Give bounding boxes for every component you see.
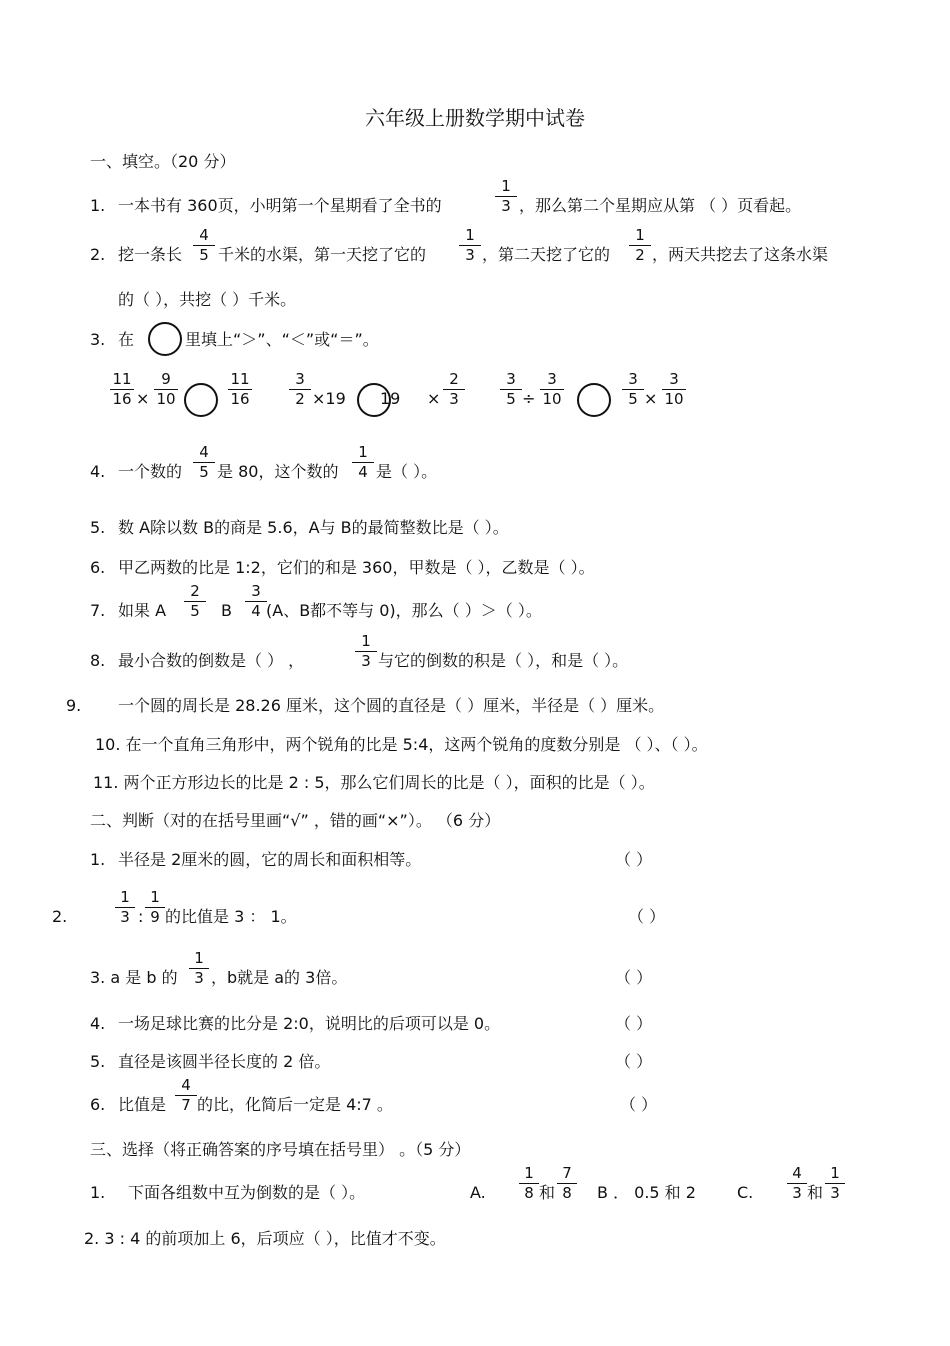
fraction: $\frac{1}{3}$ (825, 1164, 845, 1203)
choice-1: 1. 下面各组数中互为倒数的是（ ）。 A. $\frac{1}{8}$ 和 $\frac{7}{8}$ B ． 0.5 和 2 C. $\frac{4}{3}$ 和 $\frac{1}{3}$ (0, 1181, 950, 1205)
judge-1: 1. 半径是 2厘米的圆，它的周长和面积相等。 （ ） (0, 848, 950, 872)
judge-4: 4. 一场足球比赛的比分是 2:0，说明比的后项可以是 0。 （ ） (0, 1012, 950, 1036)
fraction: $\frac{1}{2}$ (629, 226, 651, 265)
judge-3: 3. a 是 b 的 $\frac{1}{3}$ ，b就是 a的 3倍。 （ ） (0, 966, 950, 990)
fraction: $\frac{1}{8}$ (519, 1164, 539, 1203)
option-b[interactable]: B ． 0.5 和 2 (597, 1183, 696, 1202)
compare-circle[interactable] (577, 383, 611, 417)
question-1-5: 5. 数 A除以数 B的商是 5.6，A与 B的最简整数比是（ ）。 (90, 518, 509, 537)
fraction: $\frac{1}{3}$ (495, 177, 517, 216)
option-c[interactable]: C. (737, 1183, 754, 1202)
fraction: $\frac{4}{7}$ (175, 1076, 197, 1115)
fraction: $\frac{1}{3}$ (189, 949, 209, 988)
answer-paren[interactable]: （ ） (615, 968, 653, 987)
question-1-1: 1. 一本书有 360页，小明第一个星期看了全书的 $\frac{1}{3}$ ，那么第二个星期应从第 （ ）页看起。 (90, 177, 802, 215)
judge-6: 6. 比值是 $\frac{4}{7}$ 的比，化简后一定是 4:7 。 （ ） (0, 1093, 950, 1117)
fraction: $\frac{4}{5}$ (193, 226, 215, 265)
question-1-2: 2. 挖一条长 $\frac{4}{5}$ 千米的水渠，第一天挖了它的 $\frac{1}{3}$ ，第二天挖了它的 $\frac{1}{2}$ ，两天共挖去了这条水渠 (90, 226, 829, 264)
answer-paren[interactable]: （ ） (615, 850, 653, 869)
fraction: $\frac{3}{10}$ (540, 370, 564, 409)
fraction: $\frac{3}{10}$ (662, 370, 686, 409)
fraction: $\frac{1}{3}$ (115, 888, 135, 927)
compare-circle[interactable] (184, 383, 218, 417)
fraction: $\frac{3}{4}$ (245, 582, 267, 621)
fraction: $\frac{11}{16}$ (110, 370, 134, 409)
question-1-4: 4. 一个数的 $\frac{4}{5}$ 是 80，这个数的 $\frac{1}{4}$ 是（ ）。 (90, 443, 438, 481)
answer-paren[interactable]: （ ） (620, 1095, 658, 1114)
fraction: $\frac{1}{3}$ (459, 226, 481, 265)
question-1-3-expressions: $\frac{11}{16}$ × $\frac{9}{10}$ $\frac{11}{16}$ $\frac{3}{2}$ ×19 19 × $\frac{2}{3}$ $\frac{3}{5}$ ÷ $\frac{3}{10}$ $\frac{3}{5}$ × $\frac{3}{10}$ (0, 387, 950, 411)
judge-5: 5. 直径是该圆半径长度的 2 倍。 （ ） (0, 1050, 950, 1074)
circle-icon (148, 322, 182, 356)
question-1-3: 3. 在 里填上“＞”、“＜”或“＝”。 (0, 328, 950, 352)
fraction: $\frac{11}{16}$ (228, 370, 252, 409)
fraction: $\frac{1}{4}$ (352, 443, 374, 482)
question-1-9: 9. 一个圆的周长是 28.26 厘米，这个圆的直径是（ ）厘米，半径是（ ）厘米。 (66, 696, 665, 715)
fraction: $\frac{3}{5}$ (622, 370, 644, 409)
question-1-7: 7. 如果 A $\frac{2}{5}$ B $\frac{3}{4}$ (A、B都不等与 0)，那么（ ）＞（ ）。 (90, 582, 542, 620)
fraction: $\frac{3}{2}$ (289, 370, 311, 409)
fraction: $\frac{9}{10}$ (154, 370, 178, 409)
fraction: $\frac{4}{3}$ (787, 1164, 807, 1203)
exam-page: 六年级上册数学期中试卷 一、填空。（20 分） 1. 一本书有 360页，小明第一个星期看了全书的 $\frac{1}{3}$ ，那么第二个星期应从第 （ ）页看起。 2. 挖一条长 $\frac{4}{5}$ 千米的水渠，第一天挖了它的 $\frac{1}{3}$ ，第二天挖了它的 $\frac{1}{2}$ ，两天共挖去了这条水渠 的（ ），共挖（ ）千米。 3. 在 里填上“＞”、“＜”或“＝”。 $\frac{11}{16}$ × $\frac{9}{10}$ $\frac{11}{16}$ $\frac{3}{2}$ ×19 19 × $\frac{2}{3}$ $\frac{3}{5}$ ÷ $\frac{3}{10}$ $\frac{3}{5}$ × $\frac{3}{10}$ 4. 一个数的 $\frac{4}{5}$ 是 80，这个数的 $\frac{1}{4}$ 是（ ）。 5. 数 A除以数 B的商是 5.6，A与 B的最简整数比是（ ）。 6. 甲乙两数的比是 1:2，它们的和是 360，甲数是（ ），乙数是（ ）。 7. 如果 A $\frac{2}{5}$ B $\frac{3}{4}$ (A、B都不等与 0)，那么（ ）＞（ ）。 8. 最小合数的倒数是（ ） ， $\frac{1}{3}$ 与它的倒数的积是（ ），和是（ ）。 9. 一个圆的周长是 28.26 厘米，这个圆的直径是（ ）厘米，半径是（ ）厘米。 10. 在一个直角三角形中，两个锐角的比是 5:4，这两个锐角的度数分别是 （ ）、（ ）。 11. 两个正方形边长的比是 2 : 5，那么它们周长的比是（ ），面积的比是（ ）。 二、判断（对的在括号里画“√” ，错的画“×”）。 （6 分） 1. 半径是 2厘米的圆，它的周长和面积相等。 （ ） 2. $\frac{1}{3}$ : $\frac{1}{9}$ 的比值是 3 ： 1。 （ ） 3. a 是 b 的 $\frac{1}{3}$ ，b就是 a的 3倍。 （ ） 4. 一场足球比赛的比分是 2:0，说明比的后项可以是 0。 （ ） 5. 直径是该圆半径长度的 2 倍。 （ ） 6. 比值是 $\frac{4}{7}$ 的比，化简后一定是 4:7 。 （ ） 三、选择（将正确答案的序号填在括号里） 。（5 分） 1. 下面各组数中互为倒数的是（ ）。 A. $\frac{1}{8}$ 和 $\frac{7}{8}$ B ． 0.5 和 2 C. $\frac{4}{3}$ 和 $\frac{1}{3}$ 2. 3 : 4 的前项加上 6，后项应（ ），比值才不变。 (0, 0, 950, 1346)
fraction: $\frac{2}{3}$ (443, 370, 465, 409)
answer-paren[interactable]: （ ） (628, 907, 666, 926)
exam-title: 六年级上册数学期中试卷 (365, 106, 585, 130)
answer-paren[interactable]: （ ） (615, 1014, 653, 1033)
fraction: $\frac{1}{3}$ (355, 632, 377, 671)
question-1-8: 8. 最小合数的倒数是（ ） ， $\frac{1}{3}$ 与它的倒数的积是（ ），和是（ ）。 (90, 632, 629, 670)
fraction: $\frac{4}{5}$ (193, 443, 215, 482)
fraction: $\frac{2}{5}$ (184, 582, 206, 621)
option-a[interactable]: A. (470, 1183, 486, 1202)
fraction: $\frac{1}{9}$ (145, 888, 165, 927)
answer-paren[interactable]: （ ） (615, 1052, 653, 1071)
fraction: $\frac{3}{5}$ (500, 370, 522, 409)
fraction: $\frac{7}{8}$ (557, 1164, 577, 1203)
question-1-6: 6. 甲乙两数的比是 1:2，它们的和是 360，甲数是（ ），乙数是（ ）。 (90, 558, 595, 577)
judge-2: 2. $\frac{1}{3}$ : $\frac{1}{9}$ 的比值是 3 ： 1。 （ ） (0, 905, 950, 929)
